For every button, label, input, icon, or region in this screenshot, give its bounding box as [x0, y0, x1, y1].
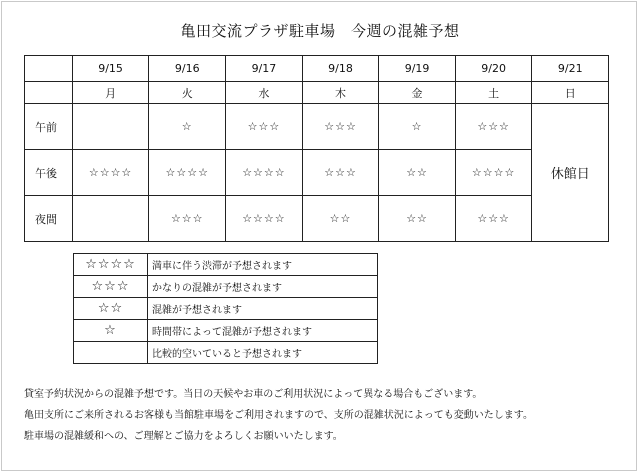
night-row	[25, 196, 609, 242]
star-rating-cell: ☆☆☆	[302, 150, 379, 196]
star-rating-cell: ☆☆	[379, 196, 455, 242]
legend-row	[74, 342, 378, 364]
legend-text: 満車に伴う渋滞が予想されます	[148, 254, 378, 276]
star-rating-cell: ☆☆☆☆	[72, 150, 149, 196]
corner-cell	[25, 56, 73, 82]
legend-row	[74, 298, 378, 320]
date-cell: 9/19	[379, 56, 455, 82]
star-rating-cell: ☆☆☆	[455, 104, 532, 150]
star-rating-cell: ☆	[149, 104, 226, 150]
legend-symbol	[74, 342, 148, 364]
star-rating-cell: ☆☆	[379, 150, 455, 196]
star-rating-cell: ☆☆☆☆	[226, 150, 303, 196]
notes	[24, 384, 533, 447]
star-rating-cell: ☆☆☆	[455, 196, 532, 242]
date-cell: 9/15	[72, 56, 149, 82]
page-title: 亀田交流プラザ駐車場 今週の混雑予想	[180, 22, 460, 40]
legend-text: 比較的空いていると予想されます	[148, 342, 378, 364]
star-rating-cell: ☆☆☆☆	[149, 150, 226, 196]
star-rating-cell: ☆☆	[302, 196, 379, 242]
legend-row	[74, 254, 378, 276]
weekday-cell: 土	[455, 82, 532, 104]
weekday-cell: 金	[379, 82, 455, 104]
weekday-cell: 日	[532, 82, 609, 104]
legend-row	[74, 276, 378, 298]
weekday-cell: 木	[302, 82, 379, 104]
corner-cell	[25, 82, 73, 104]
legend-symbol: ☆	[74, 320, 148, 342]
weekday-cell: 月	[72, 82, 149, 104]
congestion-table	[24, 55, 609, 242]
weekday-cell: 水	[226, 82, 303, 104]
star-rating-cell: ☆☆☆☆	[226, 196, 303, 242]
legend-table	[73, 253, 378, 364]
note-line: 亀田支所にご来所されるお客様も当館駐車場をご利用されますので、支所の混雑状況によっても変動いたします。	[24, 410, 533, 421]
star-rating-cell: ☆☆☆☆	[455, 150, 532, 196]
date-row	[25, 56, 609, 82]
star-rating-cell: ☆☆☆	[149, 196, 226, 242]
row-label-afternoon: 午後	[25, 150, 73, 196]
star-rating-cell: ☆☆☆	[302, 104, 379, 150]
legend-row	[74, 320, 378, 342]
legend-symbol: ☆☆	[74, 298, 148, 320]
date-cell: 9/21	[532, 56, 609, 82]
date-cell: 9/20	[455, 56, 532, 82]
weekday-cell: 火	[149, 82, 226, 104]
weekday-row	[25, 82, 609, 104]
legend-symbol: ☆☆☆☆	[74, 254, 148, 276]
afternoon-row	[25, 150, 609, 196]
legend-text: 混雑が予想されます	[148, 298, 378, 320]
date-cell: 9/16	[149, 56, 226, 82]
date-cell: 9/18	[302, 56, 379, 82]
closed-day-cell: 休館日	[532, 104, 609, 242]
star-rating-cell: ☆	[379, 104, 455, 150]
legend-text: かなりの混雑が予想されます	[148, 276, 378, 298]
morning-row	[25, 104, 609, 150]
star-rating-cell	[72, 104, 149, 150]
legend-symbol: ☆☆☆	[74, 276, 148, 298]
star-rating-cell: ☆☆☆	[226, 104, 303, 150]
note-line: 貸室予約状況からの混雑予想です。当日の天候やお車のご利用状況によって異なる場合もございます。	[24, 389, 483, 400]
star-rating-cell	[72, 196, 149, 242]
legend-text: 時間帯によって混雑が予想されます	[148, 320, 378, 342]
note-line: 駐車場の混雑緩和への、ご理解とご協力をよろしくお願いいたします。	[24, 431, 343, 442]
row-label-morning: 午前	[25, 104, 73, 150]
row-label-night: 夜間	[25, 196, 73, 242]
date-cell: 9/17	[226, 56, 303, 82]
